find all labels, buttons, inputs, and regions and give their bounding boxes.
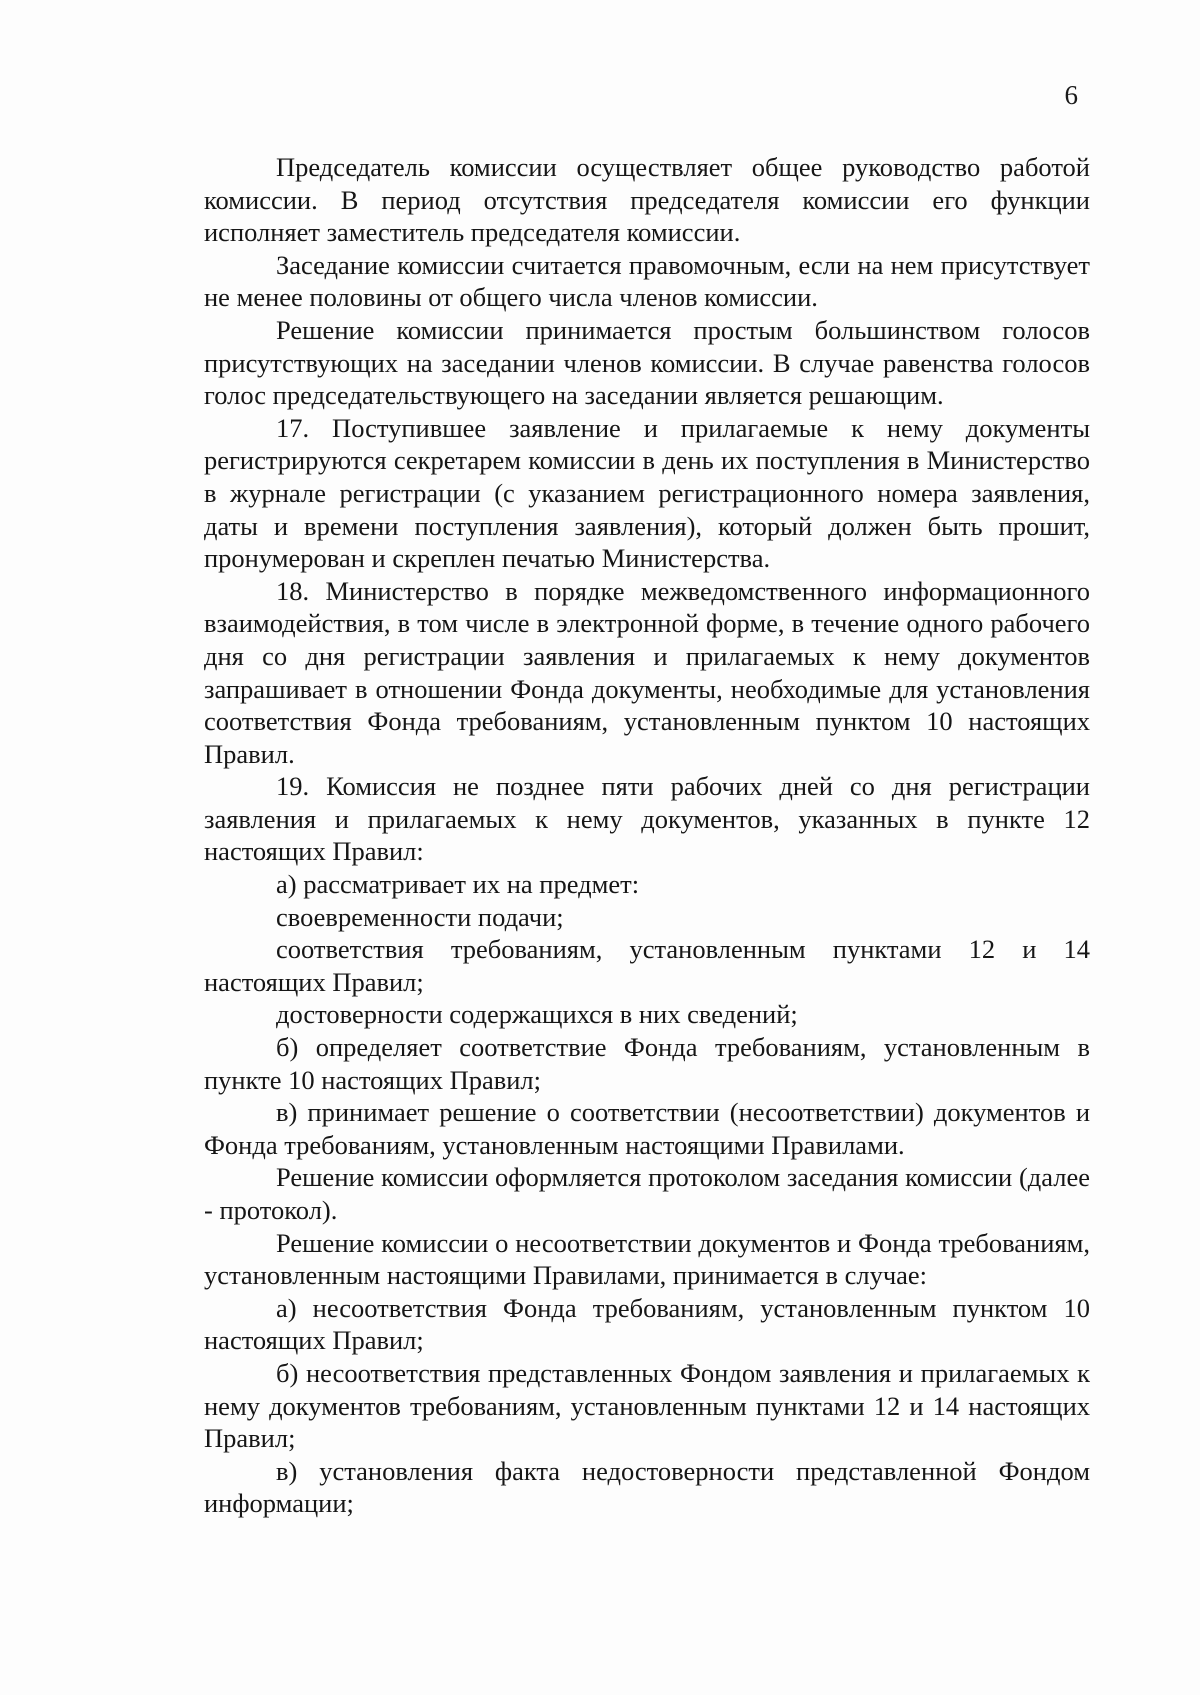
paragraph: Решение комиссии оформляется протоколом заседания комиссии (далее - протокол).: [204, 1162, 1090, 1225]
paragraph-item-19: 19. Комиссия не позднее пяти рабочих дней со дня регистрации заявления и прилагаемых к нему документов, указанных в пункте 12 настоящих Правил:: [204, 771, 1090, 867]
case-b: б) несоответствия представленных Фондом заявления и прилагаемых к нему документов требованиям, установленным пунктами 12 и 14 настоящих Правил;: [204, 1357, 1090, 1454]
subitem-v: в) принимает решение о соответствии (несоответствии) документов и Фонда требованиям, установленным настоящими Правилами.: [204, 1097, 1090, 1160]
subitem-a: а) рассматривает их на предмет:: [276, 869, 640, 900]
page-number: 6: [1064, 80, 1078, 110]
paragraph-item-17: 17. Поступившее заявление и прилагаемые к нему документы регистрируются секретарем комиссии в день их поступления в Министерство в журнале регистрации (с указанием регистрационного номера заявления, даты и времени поступления заявления), который должен быть прошит, пронумерован и скреплен печатью Министерства.: [204, 412, 1090, 574]
document-body: [204, 151, 1090, 1520]
paragraph: Председатель комиссии осуществляет общее руководство работой комиссии. В период отсутствия председателя комиссии его функции исполняет заместитель председателя комиссии.: [204, 152, 1090, 248]
paragraph: Заседание комиссии считается правомочным, если на нем присутствует не менее половины от общего числа членов комиссии.: [204, 249, 1090, 313]
case-a: а) несоответствия Фонда требованиям, установленным пунктом 10 настоящих Правил;: [204, 1292, 1090, 1356]
case-v: в) установления факта недостоверности представленной Фондом информации;: [204, 1455, 1090, 1519]
subitem-line: достоверности содержащихся в них сведений;: [276, 999, 798, 1030]
paragraph-item-18: 18. Министерство в порядке межведомственного информационного взаимодействия, в том числе в электронной форме, в течение одного рабочего дня со дня регистрации заявления и прилагаемых к нему документов запрашивает в отношении Фонда документы, необходимые для установления соответствия Фонда требованиям, установленным пунктом 10 настоящих Правил.: [204, 575, 1090, 769]
subitem-line: своевременности подачи;: [276, 901, 564, 932]
subitem-b: б) определяет соответствие Фонда требованиям, установленным в пункте 10 настоящих Правил;: [204, 1032, 1090, 1095]
subitem-line: соответствия требованиям, установленным пунктами 12 и 14 настоящих Правил;: [204, 934, 1090, 997]
paragraph: Решение комиссии о несоответствии документов и Фонда требованиям, установленным настоящими Правилами, принимается в случае:: [204, 1227, 1090, 1291]
paragraph: Решение комиссии принимается простым большинством голосов присутствующих на заседании членов комиссии. В случае равенства голосов голос председательствующего на заседании является решающим.: [204, 314, 1090, 411]
